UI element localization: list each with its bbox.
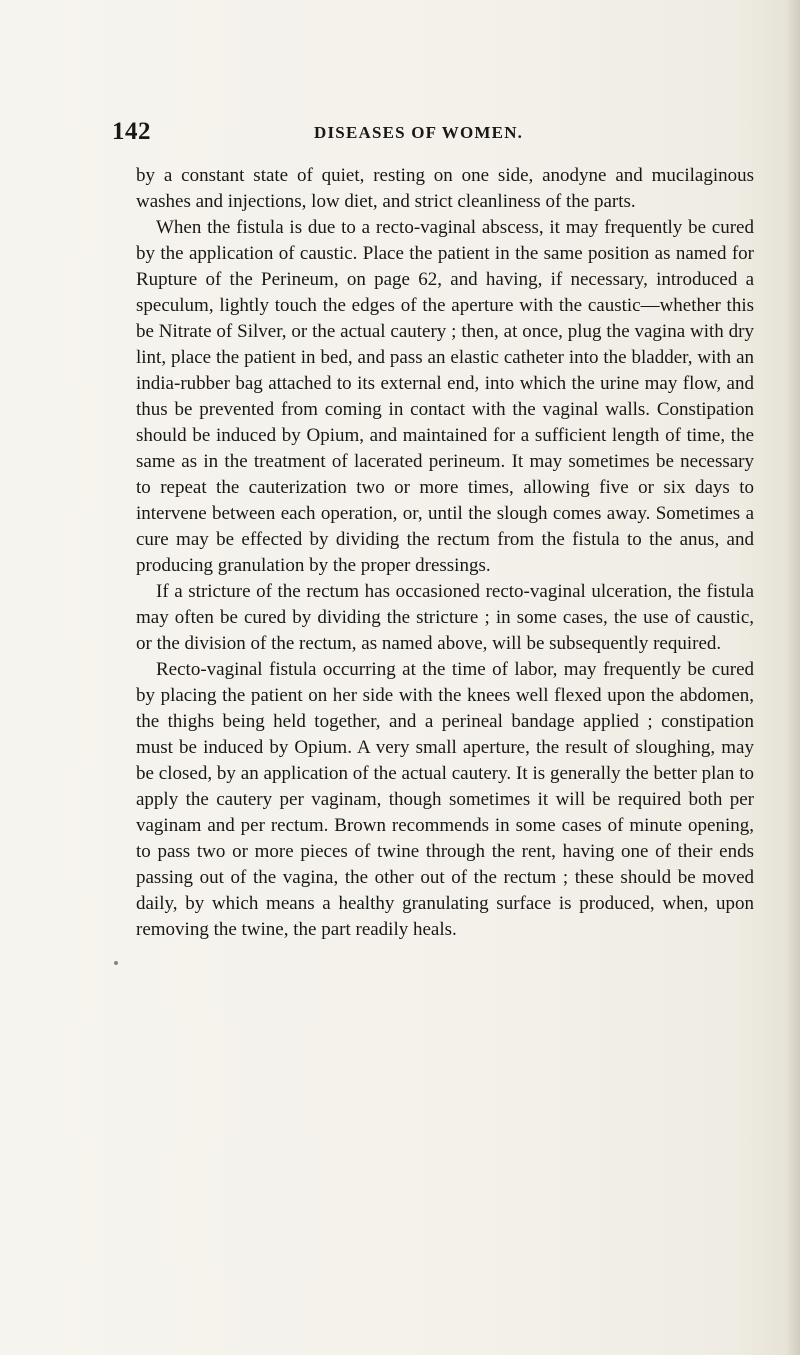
paragraph: When the fistula is due to a recto-vaginal abscess, it may frequently be cured by the application of caustic. Place the patient in the same position as named for Rupture of the Perineum, on page 62, and having, if necessary, introduced a speculum, lightly touch the edges of the aperture with the caustic—whether this be Nitrate of Silver, or the actual cautery ; then, at once, plug the vagina with dry lint, place the patient in bed, and pass an elastic catheter into the bladder, with an india-rubber bag attached to its external end, into which the urine may flow, and thus be prevented from coming in contact with the vaginal walls. Constipation should be induced by Opium, and maintained for a sufficient length of time, the same as in the treatment of lacerated perineum. It may sometimes be necessary to repeat the cauterization two or more times, allowing five or six days to intervene between each operation, or, until the slough comes away. Sometimes a cure may be effected by dividing the rectum from the fistula to the anus, and producing granulation by the proper dressings. bbox=[136, 217, 754, 576]
running-head: DISEASES OF WOMEN. bbox=[314, 123, 524, 142]
page-edge-shadow bbox=[786, 0, 800, 1355]
paragraph: Recto-vaginal fistula occurring at the time of labor, may frequently be cured by placing the patient on her side with the knees well flexed upon the abdomen, the thighs being held together, and a perineal bandage applied ; constipation must be induced by Opium. A very small aperture, the result of sloughing, may be closed, by an application of the actual cautery. It is generally the better plan to apply the cautery per vaginam, though sometimes it will be required both per vaginam and per rectum. Brown recommends in some cases of minute opening, to pass two or more pieces of twine through the rent, having one of their ends passing out of the vagina, the other out of the rectum ; these should be moved daily, by which means a healthy granulating surface is produced, when, upon removing the twine, the part readily heals. bbox=[136, 659, 754, 940]
paragraph: If a stricture of the rectum has occasioned recto-vaginal ulceration, the fistula may often be cured by dividing the stricture ; in some cases, the use of caustic, or the division of the rectum, as named above, will be subsequently required. bbox=[136, 581, 754, 654]
paragraph: by a constant state of quiet, resting on one side, anodyne and mucilaginous washes and injections, low diet, and strict cleanliness of the parts. bbox=[136, 165, 754, 212]
page-header bbox=[112, 118, 752, 148]
margin-mark bbox=[114, 961, 118, 965]
body-text bbox=[136, 163, 754, 943]
page-number: 142 bbox=[112, 118, 151, 145]
